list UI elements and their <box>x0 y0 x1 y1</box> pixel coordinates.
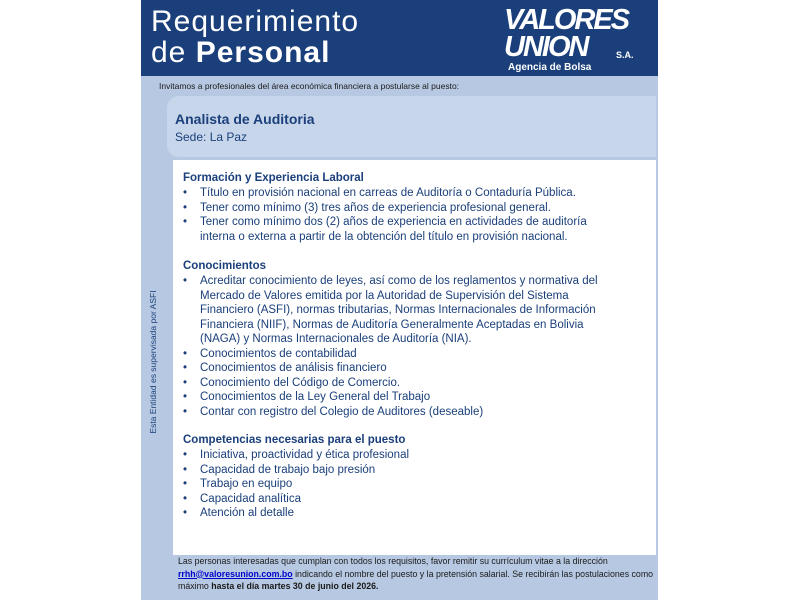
title-line-1: Requerimiento <box>151 5 360 38</box>
title-prefix: de <box>151 36 196 69</box>
footer-text-2: indicando el nombre del puesto y la pretensión salarial. Se recibirán las postulaciones como máximo <box>178 568 654 591</box>
list-item: • Título en provisión nacional en carreas de Auditoría o Contaduría Pública. <box>183 186 613 201</box>
section-heading-formacion: Formación y Experiencia Laboral <box>183 172 364 184</box>
list-item: • Iniciativa, proactividad y ética profesional <box>183 448 613 463</box>
requirements-panel <box>173 160 656 555</box>
list-item: • Contar con registro del Colegio de Auditores (deseable) <box>183 405 613 420</box>
list-item: • Trabajo en equipo <box>183 477 613 492</box>
email-link[interactable]: rrhh@valoresunion.com.bo <box>178 568 293 579</box>
job-card <box>167 96 656 157</box>
list-item: • Capacidad analítica <box>183 492 613 507</box>
list-item: • Conocimientos de la Ley General del Trabajo <box>183 390 613 405</box>
job-location: Sede: La Paz <box>175 130 248 144</box>
poster-header <box>141 0 658 76</box>
list-item: • Conocimiento del Código de Comercio. <box>183 376 613 391</box>
list-item: • Tener como mínimo (3) tres años de experiencia profesional general. <box>183 201 613 216</box>
list-item: • Tener como mínimo dos (2) años de experiencia en actividades de auditoría interna o externa a partir de la obtención del título en provisión nacional. <box>183 215 613 244</box>
logo-word-valores: VALORES <box>504 4 629 36</box>
list-item: • Atención al detalle <box>183 506 613 521</box>
logo-agency: Agencia de Bolsa <box>508 62 592 73</box>
logo-sa: S.A. <box>616 50 634 60</box>
job-title: Analista de Auditoria <box>175 111 315 127</box>
title-bold: Personal <box>195 36 331 69</box>
list-item: • Acreditar conocimiento de leyes, así como de los reglamentos y normativa del Mercado de Valores emitida por la Autoridad de Supervisión del Sistema Financiero (ASFI), normas tributarias, Normas Internacionales de Información Financiera (NIIF), Normas de Auditoría Generalmente Aceptadas en Bolivia (NAGA) y Normas Internacionales de Auditoría (NIA). <box>183 274 613 347</box>
job-poster <box>141 0 658 600</box>
list-conocimientos <box>183 274 613 419</box>
poster-title <box>151 6 359 68</box>
invite-text: Invitamos a profesionales del área económica financiera a postularse al puesto: <box>159 81 460 91</box>
list-item: • Conocimientos de contabilidad <box>183 347 613 362</box>
footer-text-1: Las personas interesadas que cumplan con todos los requisitos, favor remitir su currículum vitae a la dirección <box>178 556 608 566</box>
section-heading-conocimientos: Conocimientos <box>183 260 267 272</box>
list-competencias <box>183 448 613 521</box>
logo-word-union: UNION <box>504 31 588 63</box>
list-item: • Capacidad de trabajo bajo presión <box>183 463 613 478</box>
list-item: • Conocimientos de análisis financiero <box>183 361 613 376</box>
section-heading-competencias: Competencias necesarias para el puesto <box>183 434 406 446</box>
supervision-note: Esta Entidad es supervisada por ASFI <box>148 290 158 434</box>
title-line-2 <box>151 37 359 68</box>
application-instructions <box>173 555 658 593</box>
list-formacion <box>183 186 613 244</box>
deadline-text: hasta el día martes 30 de junio del 2026. <box>211 581 379 591</box>
